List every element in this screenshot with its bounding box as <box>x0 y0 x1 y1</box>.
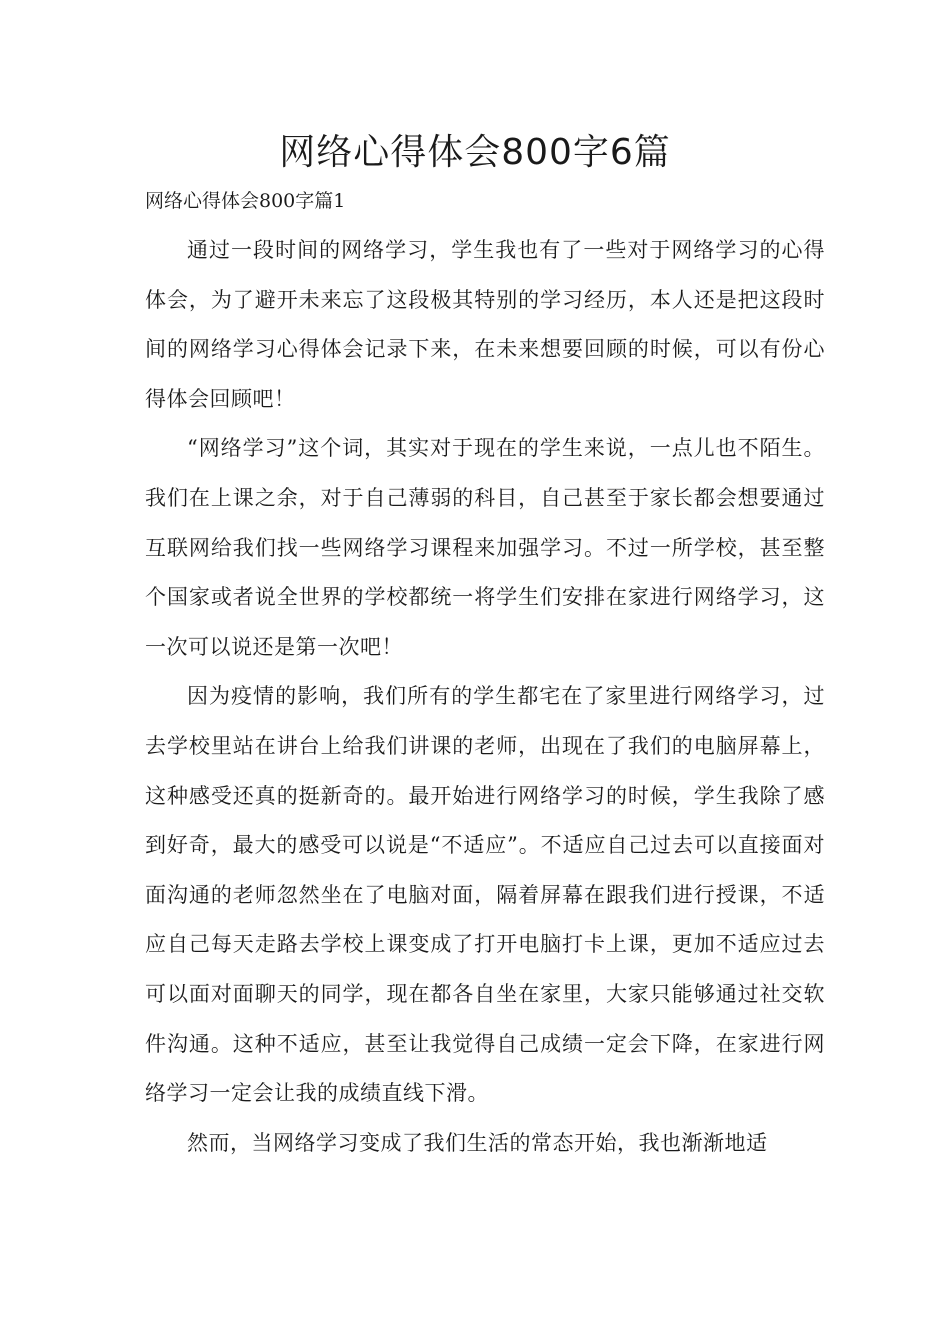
document-body <box>145 226 825 1168</box>
paragraph-4: 然而，当网络学习变成了我们生活的常态开始，我也渐渐地适 <box>187 1130 768 1155</box>
paragraph-3: 因为疫情的影响，我们所有的学生都宅在了家里进行网络学习，过去学校里站在讲台上给我们讲课的老师，出现在了我们的电脑屏幕上，这种感受还真的挺新奇的。最开始进行网络学习的时候，学生我除了感到好奇，最大的感受可以说是“不适应”。不适应自己过去可以直接面对面沟通的老师忽然坐在了电脑对面，隔着屏幕在跟我们进行授课，不适应自己每天走路去学校上课变成了打开电脑打卡上课，更加不适应过去可以面对面聊天的同学，现在都各自坐在家里，大家只能够通过社交软件沟通。这种不适应，甚至让我觉得自己成绩一定会下降，在家进行网络学习一定会让我的成绩直线下滑。 <box>145 684 825 1106</box>
section-heading: 网络心得体会800字篇1 <box>145 190 346 212</box>
paragraph-2: “网络学习”这个词，其实对于现在的学生来说，一点儿也不陌生。我们在上课之余，对于自己薄弱的科目，自己甚至于家长都会想要通过互联网给我们找一些网络学习课程来加强学习。不过一所学校，甚至整个国家或者说全世界的学校都统一将学生们安排在家进行网络学习，这一次可以说还是第一次吧！ <box>145 436 825 659</box>
paragraph-1: 通过一段时间的网络学习，学生我也有了一些对于网络学习的心得体会，为了避开未来忘了这段极其特别的学习经历，本人还是把这段时间的网络学习心得体会记录下来，在未来想要回顾的时候，可以有份心得体会回顾吧！ <box>145 238 825 411</box>
document-title: 网络心得体会800字6篇 <box>279 132 671 173</box>
